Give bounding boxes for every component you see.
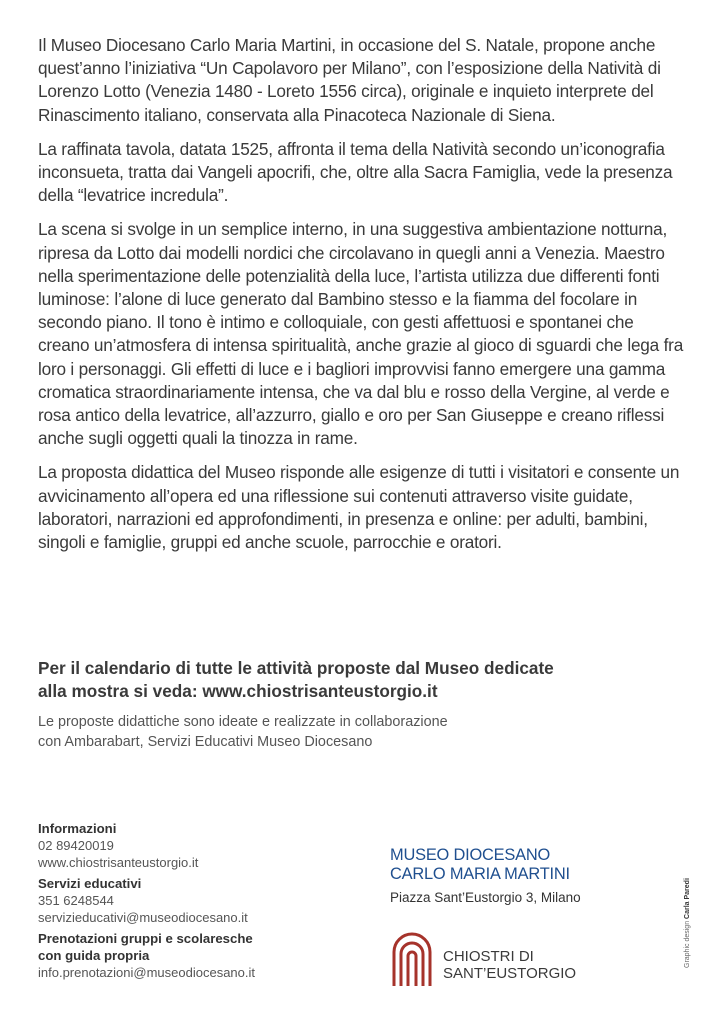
info-website-link[interactable]: www.chiostrisanteustorgio.it [38, 855, 199, 870]
paragraph-tavola: La raffinata tavola, datata 1525, affronta il tema della Natività secondo un’iconografia inconsueta, tratta dai Vangeli apocrifi, che, oltre alla Sacra Famiglia, vede la presenza della “levatrice incredula”. [38, 138, 673, 206]
chiostri-line1: CHIOSTRI DI [443, 948, 534, 965]
museum-name-line1: MUSEO DIOCESANO [390, 846, 551, 864]
collaboration-note [38, 712, 688, 752]
museum-name-line2: CARLO MARIA MARTINI [390, 865, 570, 883]
edu-email-link[interactable]: servizieducativi@museodiocesano.it [38, 910, 248, 925]
info-phone[interactable]: 02 89420019 [38, 838, 114, 853]
edu-label: Servizi educativi [38, 876, 142, 891]
paragraph-intro: Il Museo Diocesano Carlo Maria Martini, in occasione del S. Natale, propone anche quest’anno l’iniziativa “Un Capolavoro per Milano”, con l’esposizione della Natività di Lorenzo Lotto (Venezia 1480 - Loreto 1556 circa), originale e inquieto interprete del Rinascimento italiano, conservata alla Pinacoteca Nazionale di Siena. [38, 35, 661, 125]
calendar-callout-line2[interactable]: alla mostra si veda: www.chiostrisanteustorgio.it [38, 681, 438, 701]
arch-logo-icon [388, 930, 436, 988]
chiostri-logo [388, 930, 618, 990]
credit-name: Carla Paredi [684, 878, 691, 919]
museum-address: Piazza Sant’Eustorgio 3, Milano [390, 890, 581, 905]
contact-info-group [38, 820, 368, 871]
paragraph-proposta: La proposta didattica del Museo risponde alle esigenze di tutti i visitatori e consente un avvicinamento all’opera ed una riflessione sui contenuti attraverso visite guidate, laboratori, narrazioni ed approfondimenti, in presenza e online: per adulti, bambini, singoli e famiglie, gruppi ed anche scuole, parrocchie e oratori. [38, 462, 680, 553]
paragraph-scena: La scena si svolge in un semplice interno, in una suggestiva ambientazione notturna, ripresa da Lotto dai modelli nordici che circolavano in quegli anni a Venezia. Maestro nella sperimentazione delle potenzialità della luce, l’artista utilizza due differenti fonti luminose: l’alone di luce generato dal Bambino stesso e la fiamma del focolare in secondo piano. Il tono è intimo e colloquiale, con gesti affettuosi e spontanei che creano un’atmosfera di intensa spiritualità, anche grazie al gioco di sguardi che lega fra loro i personaggi. Gli effetti di luce e i bagliori improvvisi fanno emergere una gamma cromatica straordinariamente intensa, che va dal blu e rosso della Vergine, al verde e rosa antico della levatrice, all’azzurro, giallo e oro per San Giuseppe e creano riflessi anche sugli oggetti quali la tinozza in rame. [38, 219, 684, 449]
booking-label-2: con guida propria [38, 948, 150, 963]
body-text [38, 34, 688, 565]
collaboration-line1: Le proposte didattiche sono ideate e realizzate in collaborazione [38, 714, 448, 730]
info-label: Informazioni [38, 821, 117, 836]
contact-booking-group [38, 930, 368, 981]
booking-label-1: Prenotazioni gruppi e scolaresche [38, 931, 253, 946]
credit-prefix: Graphic design [684, 918, 691, 968]
chiostri-text [443, 948, 576, 982]
graphic-design-credit [684, 878, 691, 968]
calendar-callout [38, 657, 688, 703]
contacts-block [38, 820, 368, 985]
collaboration-line2: con Ambarabart, Servizi Educativi Museo Diocesano [38, 734, 373, 750]
booking-email-link[interactable]: info.prenotazioni@museodiocesano.it [38, 965, 255, 980]
calendar-callout-line1: Per il calendario di tutte le attività proposte dal Museo dedicate [38, 658, 554, 678]
chiostri-line2: SANT’EUSTORGIO [443, 965, 577, 982]
contact-edu-group [38, 875, 368, 926]
edu-phone[interactable]: 351 6248544 [38, 893, 114, 908]
museum-logo-block [390, 846, 650, 905]
